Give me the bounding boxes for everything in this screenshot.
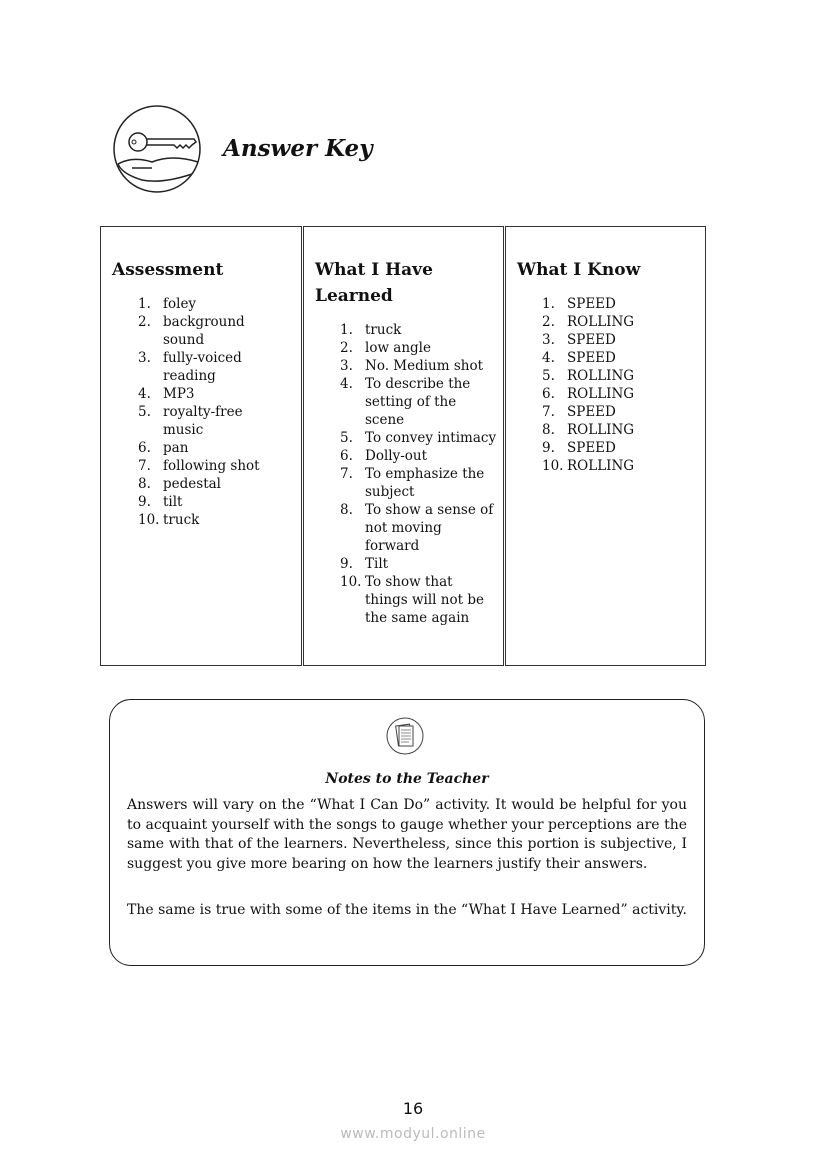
item-number: 10. bbox=[340, 574, 362, 590]
list-item bbox=[542, 367, 692, 385]
list-item bbox=[138, 493, 268, 511]
column-heading: Assessment bbox=[112, 260, 224, 280]
item-number: 4. bbox=[340, 376, 353, 392]
list-item bbox=[542, 439, 692, 457]
list-item bbox=[542, 331, 692, 349]
list-item bbox=[138, 475, 268, 493]
item-text: fully-voiced reading bbox=[163, 350, 242, 384]
item-number: 3. bbox=[138, 350, 151, 366]
item-text: SPEED bbox=[567, 296, 616, 312]
item-text: truck bbox=[365, 322, 402, 338]
list-item bbox=[340, 501, 498, 555]
item-text: pedestal bbox=[163, 476, 221, 492]
item-number: 5. bbox=[138, 404, 151, 420]
what-i-know-column bbox=[505, 226, 706, 666]
list-item bbox=[340, 429, 498, 447]
item-number: 2. bbox=[340, 340, 353, 356]
item-number: 9. bbox=[138, 494, 151, 510]
item-number: 3. bbox=[542, 332, 555, 348]
notes-title: Notes to the Teacher bbox=[325, 771, 489, 787]
item-number: 9. bbox=[340, 556, 353, 572]
assessment-column bbox=[100, 226, 302, 666]
list-item bbox=[138, 349, 268, 385]
list-item bbox=[340, 357, 498, 375]
list-item bbox=[340, 375, 498, 429]
list-item bbox=[138, 511, 268, 529]
list-item bbox=[542, 421, 692, 439]
item-text: ROLLING bbox=[567, 314, 635, 330]
item-text: truck bbox=[163, 512, 200, 528]
item-number: 2. bbox=[542, 314, 555, 330]
list-item bbox=[340, 321, 498, 339]
item-text: background sound bbox=[163, 314, 245, 348]
item-number: 10. bbox=[542, 458, 564, 474]
list-item bbox=[340, 339, 498, 357]
item-text: Dolly-out bbox=[365, 448, 428, 464]
notes-paragraph: The same is true with some of the items in the “What I Have Learned” activity. bbox=[127, 902, 687, 918]
notes-paragraph: Answers will vary on the “What I Can Do” activity. It would be helpful for you to acquaint yourself with the songs to gauge whether your perceptions are the same with that of the learners. Nevertheless, since this portion is subjective, I suggest you give more bearing on how the learners justify their answers. bbox=[127, 797, 687, 872]
item-number: 1. bbox=[138, 296, 151, 312]
list-item bbox=[138, 439, 268, 457]
item-number: 8. bbox=[340, 502, 353, 518]
page-title: Answer Key bbox=[223, 135, 373, 162]
item-text: To show that things will not be the same again bbox=[365, 574, 484, 626]
item-text: royalty-free music bbox=[163, 404, 243, 438]
item-text: pan bbox=[163, 440, 189, 456]
list-item bbox=[542, 385, 692, 403]
item-number: 8. bbox=[542, 422, 555, 438]
list-item bbox=[542, 457, 692, 475]
list-item bbox=[340, 555, 498, 573]
item-text: To emphasize the subject bbox=[365, 466, 485, 500]
item-number: 1. bbox=[542, 296, 555, 312]
notes-icon bbox=[385, 716, 425, 756]
item-number: 4. bbox=[542, 350, 555, 366]
item-number: 10. bbox=[138, 512, 160, 528]
item-number: 3. bbox=[340, 358, 353, 374]
list-item bbox=[138, 457, 268, 475]
answer-list bbox=[340, 321, 498, 627]
page-number: 16 bbox=[402, 1099, 424, 1118]
item-number: 4. bbox=[138, 386, 151, 402]
item-text: low angle bbox=[365, 340, 431, 356]
item-number: 1. bbox=[340, 322, 353, 338]
list-item bbox=[542, 295, 692, 313]
item-number: 5. bbox=[340, 430, 353, 446]
list-item bbox=[542, 403, 692, 421]
item-text: To describe the setting of the scene bbox=[365, 376, 471, 428]
watermark: www.modyul.online bbox=[340, 1126, 486, 1142]
item-text: To convey intimacy bbox=[365, 430, 497, 446]
list-item bbox=[542, 313, 692, 331]
item-text: ROLLING bbox=[567, 458, 635, 474]
item-number: 8. bbox=[138, 476, 151, 492]
item-number: 9. bbox=[542, 440, 555, 456]
item-text: tilt bbox=[163, 494, 183, 510]
item-text: Tilt bbox=[365, 556, 389, 572]
item-number: 6. bbox=[138, 440, 151, 456]
item-number: 2. bbox=[138, 314, 151, 330]
item-number: 6. bbox=[340, 448, 353, 464]
item-text: SPEED bbox=[567, 332, 616, 348]
item-text: ROLLING bbox=[567, 422, 635, 438]
key-in-hand-icon bbox=[112, 104, 202, 194]
item-text: following shot bbox=[163, 458, 260, 474]
item-text: ROLLING bbox=[567, 368, 635, 384]
item-text: SPEED bbox=[567, 350, 616, 366]
list-item bbox=[340, 573, 498, 627]
list-item bbox=[138, 295, 268, 313]
list-item bbox=[340, 447, 498, 465]
notes-to-teacher-box bbox=[109, 699, 705, 966]
item-text: SPEED bbox=[567, 404, 616, 420]
item-number: 7. bbox=[542, 404, 555, 420]
list-item bbox=[138, 403, 268, 439]
item-text: foley bbox=[163, 296, 197, 312]
item-number: 5. bbox=[542, 368, 555, 384]
answer-list bbox=[138, 295, 268, 529]
item-text: MP3 bbox=[163, 386, 195, 402]
list-item bbox=[138, 385, 268, 403]
what-i-have-learned-column bbox=[303, 226, 504, 666]
list-item bbox=[138, 313, 268, 349]
list-item bbox=[542, 349, 692, 367]
list-item bbox=[340, 465, 498, 501]
item-number: 6. bbox=[542, 386, 555, 402]
item-text: ROLLING bbox=[567, 386, 635, 402]
column-heading: What I Know bbox=[517, 260, 641, 280]
item-text: To show a sense of not moving forward bbox=[365, 502, 494, 554]
answer-list bbox=[542, 295, 692, 475]
item-number: 7. bbox=[340, 466, 353, 482]
item-text: No. Medium shot bbox=[365, 358, 484, 374]
column-heading: What I Have Learned bbox=[315, 260, 433, 306]
item-text: SPEED bbox=[567, 440, 616, 456]
item-number: 7. bbox=[138, 458, 151, 474]
